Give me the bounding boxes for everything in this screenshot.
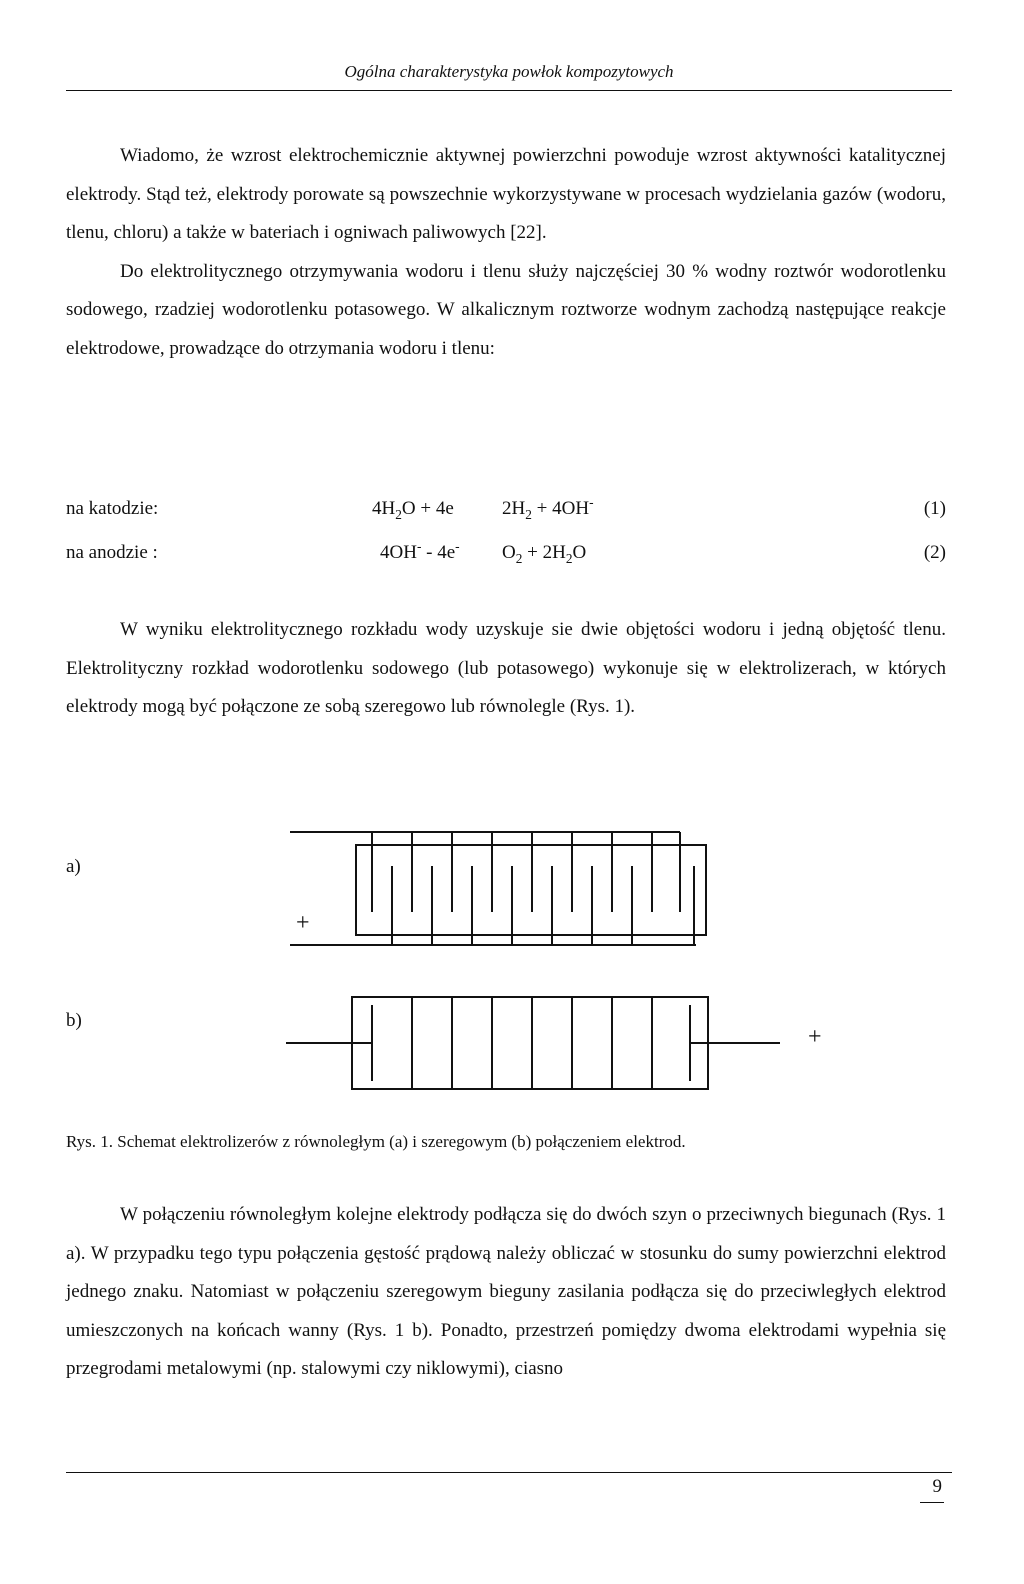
partitions — [412, 997, 652, 1089]
paragraph-3-text: W wyniku elektrolitycznego rozkładu wody uzyskuje sie dwie objętości wodoru i jedną objętość tlenu. Elektrolityczny rozkład wodorotlenku sodowego (lub potasowego) wykonuje się w elektrolizerach, w których elektrody mogą być połączone ze sobą szeregowo lub równolegle (Rys. 1). — [66, 619, 946, 718]
page-number: 9 — [932, 1476, 942, 1497]
plus-sign-b: + — [808, 1024, 822, 1050]
paragraph-4 — [66, 1196, 946, 1389]
equation-number: (2) — [923, 542, 946, 563]
footer-rule — [66, 1472, 952, 1473]
equation-label: na anodzie : — [66, 542, 158, 563]
figure-label-b: b) — [66, 1010, 82, 1031]
paragraph-1-text: Wiadomo, że wzrost elektrochemicznie aktywnej powierzchni powoduje wzrost aktywności katalitycznej elektrody. Stąd też, elektrody porowate są powszechnie wykorzystywane w procesach wydzielania gazów (wodoru, tlenu, chloru) a także w bateriach i ogniwach paliwowych [22]. — [66, 145, 946, 244]
figure-label-a: a) — [66, 856, 81, 877]
equation-number: (1) — [923, 498, 946, 519]
paragraph-2-text: Do elektrolitycznego otrzymywania wodoru i tlenu służy najczęściej 30 % wodny roztwór wodorotlenku sodowego, rzadziej wodorotlenku potasowego. W alkalicznym roztworze wodnym zachodzą następujące reakcje elektrodowe, prowadzące do otrzymania wodoru i tlenu: — [66, 260, 946, 359]
equation-lhs: $4H_2O + 4e$ — [372, 498, 454, 522]
plus-sign-a: + — [296, 910, 310, 936]
vessel-series — [352, 997, 708, 1089]
page-number-rule — [920, 1502, 944, 1503]
equation-label: na katodzie: — [66, 498, 159, 519]
paragraph-4-text: W połączeniu równoległym kolejne elektrody podłącza się do dwóch szyn o przeciwnych biegunach (Rys. 1 a). W przypadku tego typu połączenia gęstość prądową należy obliczać w stosunku do sumy powierzchni elektrod jednego znaku. Natomiast w połączeniu szeregowym bieguny zasilania podłącza się do przeciwległych elektrod umieszczonych na końcach wanny (Rys. 1 b). Ponadto, przestrzeń pomiędzy dwoma elektrodami wypełnia się przegrodami metalowymi (np. stalowymi czy niklowymi), ciasno — [66, 1204, 946, 1380]
equation-lhs: 4OH- - 4e- — [380, 538, 460, 563]
equation-rhs: $2H_2 + 4OH^-$ — [502, 494, 594, 522]
running-header: Ogólna charakterystyka powłok kompozytowych — [344, 62, 674, 81]
equation-rhs: $O_2 + 2H_2O$ — [502, 542, 587, 566]
electrodes-bottom — [392, 866, 694, 945]
figure-caption: Rys. 1. Schemat elektrolizerów z równoległym (a) i szeregowym (b) połączeniem elektrod. — [66, 1132, 686, 1151]
